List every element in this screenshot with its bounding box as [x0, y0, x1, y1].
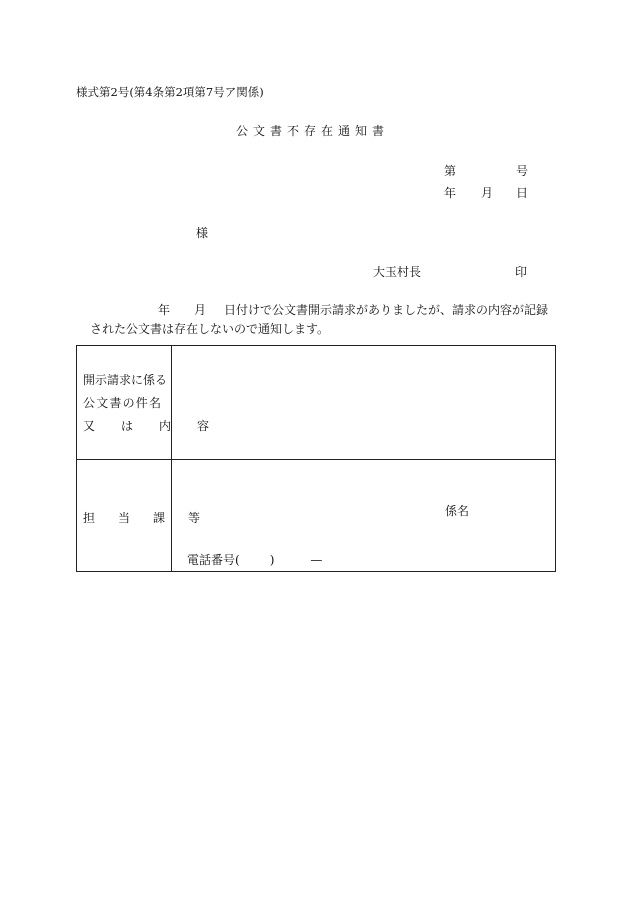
request-details-table [76, 345, 556, 572]
date-month-label: 月 [481, 186, 494, 200]
label-char: 又 [83, 419, 96, 433]
subject-label-line-2: 公文書の件名 [83, 396, 163, 410]
department-label [83, 511, 200, 525]
label-char: 等 [188, 511, 201, 525]
body-month-label: 月 [194, 303, 207, 317]
table-row-divider [77, 459, 555, 460]
label-char: 容 [197, 419, 210, 433]
phone-label: 電話番号( [187, 553, 240, 567]
document-number-suffix: 号 [516, 164, 529, 178]
document-title: 公文書不存在通知書 [236, 124, 390, 138]
body-line-1-text: 日付けで公文書開示請求がありましたが、請求の内容が記録 [224, 303, 549, 317]
section-name-label: 係名 [445, 504, 470, 518]
seal-mark: 印 [515, 265, 528, 279]
label-char: は [121, 419, 134, 433]
label-char: 内 [159, 419, 172, 433]
subject-label-line-1: 開示請求に係る [83, 373, 168, 387]
issuer-name: 大玉村長 [373, 265, 422, 279]
body-text-line-1 [76, 303, 548, 317]
phone-number-line [187, 551, 322, 568]
label-char: 当 [118, 511, 131, 525]
phone-dash: — [310, 553, 323, 567]
label-char: 担 [83, 511, 96, 525]
subject-label-line-3 [83, 419, 209, 433]
body-text-line-2: された公文書は存在しないので通知します。 [90, 322, 330, 336]
body-year-label: 年 [158, 303, 171, 317]
addressee-honorific: 様 [196, 226, 209, 240]
phone-paren-close: ) [269, 553, 275, 567]
date-year-label: 年 [444, 186, 457, 200]
form-number-label: 様式第2号(第4条第2項第7号ア関係) [76, 85, 264, 99]
label-char: 課 [153, 511, 166, 525]
document-number-prefix: 第 [444, 164, 457, 178]
date-day-label: 日 [516, 186, 529, 200]
